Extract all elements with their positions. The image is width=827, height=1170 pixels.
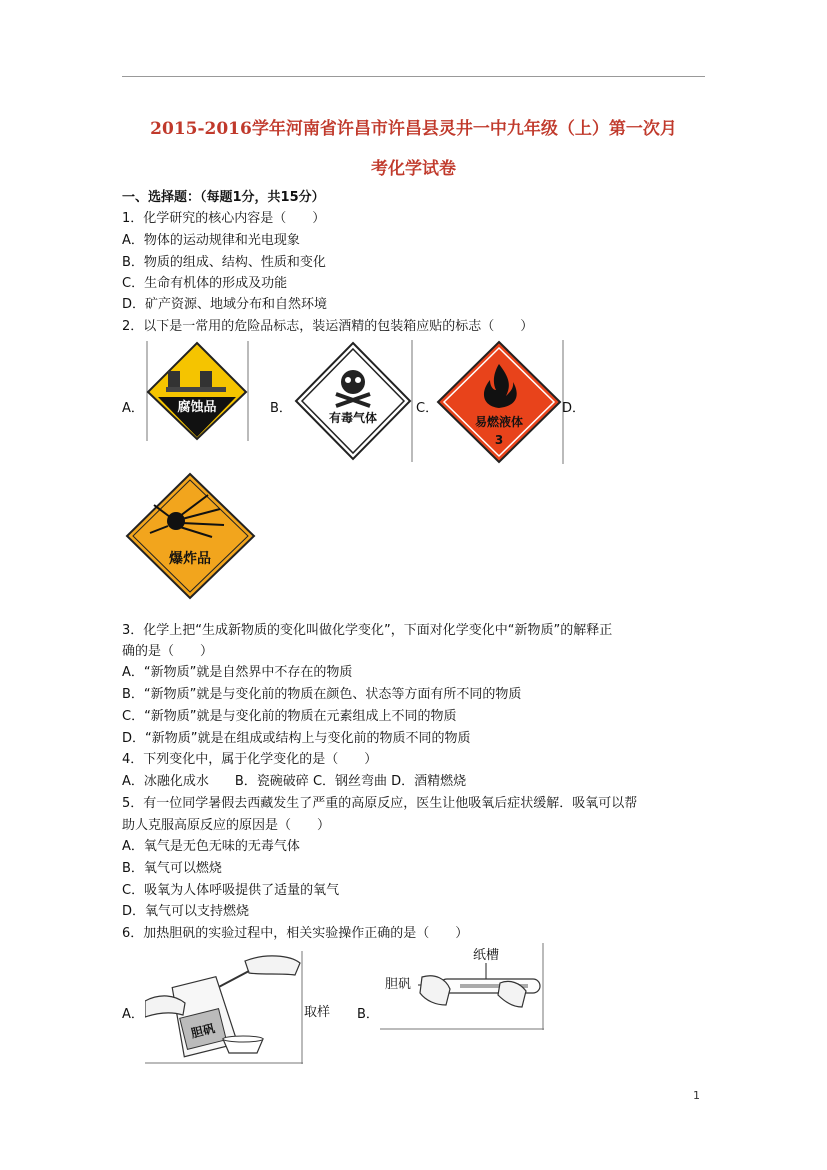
question-1-option-c: C．生命有机体的形成及功能 [122, 276, 288, 291]
paper-trough-label: 纸槽 [472, 948, 500, 963]
question-6-caption-a: 取样 [304, 1005, 331, 1020]
question-5-option-a: A．氧气是无色无味的无毒气体 [122, 839, 300, 854]
toxic-gas-sign-image [292, 340, 415, 462]
toxic-gas-sign-text: 有毒气体 [328, 411, 378, 425]
question-2-label-c: C． [416, 401, 439, 416]
flammable-liquid-class-number: 3 [494, 433, 504, 447]
question-1-option-b: B．物质的组成、结构、性质和变化 [122, 255, 326, 270]
question-1-stem: 1．化学研究的核心内容是（ ） [122, 211, 326, 226]
question-2-label-a: A． [122, 401, 144, 416]
page-title-line2: 考化学试卷 [371, 159, 456, 179]
question-3-option-c: C．“新物质”就是与变化前的物质在元素组成上不同的物质 [122, 709, 457, 724]
header-rule [122, 76, 705, 77]
flammable-liquid-sign-text: 易燃液体 [474, 415, 524, 429]
corrosive-sign-text: 腐蚀品 [177, 400, 217, 415]
question-2-stem: 2．以下是一常用的危险品标志，装运酒精的包装箱应贴的标志（ ） [122, 319, 534, 334]
page-title-line1: 2015-2016学年河南省许昌市许昌县灵井一中九年级（上）第一次月 [150, 119, 677, 139]
question-3-option-a: A．“新物质”就是自然界中不存在的物质 [122, 665, 353, 680]
question-5-stem-line1: 5．有一位同学暑假去西藏发生了严重的高原反应，医生让他吸氧后症状缓解．吸氧可以帮 [122, 796, 638, 811]
flammable-liquid-sign-image [436, 340, 564, 464]
section-heading: 一、选择题：（每题1分，共15分） [122, 190, 325, 205]
explosive-sign-image [124, 471, 257, 601]
question-2-label-d: D． [562, 401, 586, 416]
question-6-label-b: B． [357, 1007, 379, 1022]
question-3-option-b: B．“新物质”就是与变化前的物质在颜色、状态等方面有所不同的物质 [122, 687, 522, 702]
question-1-option-a: A．物体的运动规律和光电现象 [122, 233, 300, 248]
question-4-stem: 4．下列变化中，属于化学变化的是（ ） [122, 752, 378, 767]
sampling-bottle-label: 胆矾 [189, 1021, 217, 1041]
question-5-option-c: C．吸氧为人体呼吸提供了适量的氧气 [122, 883, 340, 898]
corrosive-sign-image [146, 341, 249, 441]
question-3-stem-line1: 3．化学上把“生成新物质的变化叫做化学变化”，下面对化学变化中“新物质”的解释正 [122, 623, 613, 638]
page-number: 1 [693, 1089, 700, 1102]
paper-trough-image [380, 943, 544, 1030]
explosive-sign-text: 爆炸品 [169, 551, 211, 567]
blue-vitriol-label: 胆矾 [384, 977, 412, 992]
sampling-operation-image [145, 951, 303, 1064]
question-4-options: A．冰融化成水 B．瓷碗破碎 C．钢丝弯曲 D．酒精燃烧 [122, 774, 467, 789]
question-6-stem: 6．加热胆矾的实验过程中，相关实验操作正确的是（ ） [122, 926, 469, 941]
question-6-label-a: A． [122, 1007, 144, 1022]
question-3-option-d: D．“新物质”就是在组成或结构上与变化前的物质不同的物质 [122, 731, 471, 746]
question-2-label-b: B． [270, 401, 292, 416]
question-5-option-b: B．氧气可以燃烧 [122, 861, 222, 876]
question-1-option-d: D．矿产资源、地域分布和自然环境 [122, 297, 328, 312]
question-5-option-d: D．氧气可以支持燃烧 [122, 904, 250, 919]
question-3-stem-line2: 确的是（ ） [122, 644, 214, 659]
question-5-stem-line2: 助人克服高原反应的原因是（ ） [122, 818, 331, 833]
